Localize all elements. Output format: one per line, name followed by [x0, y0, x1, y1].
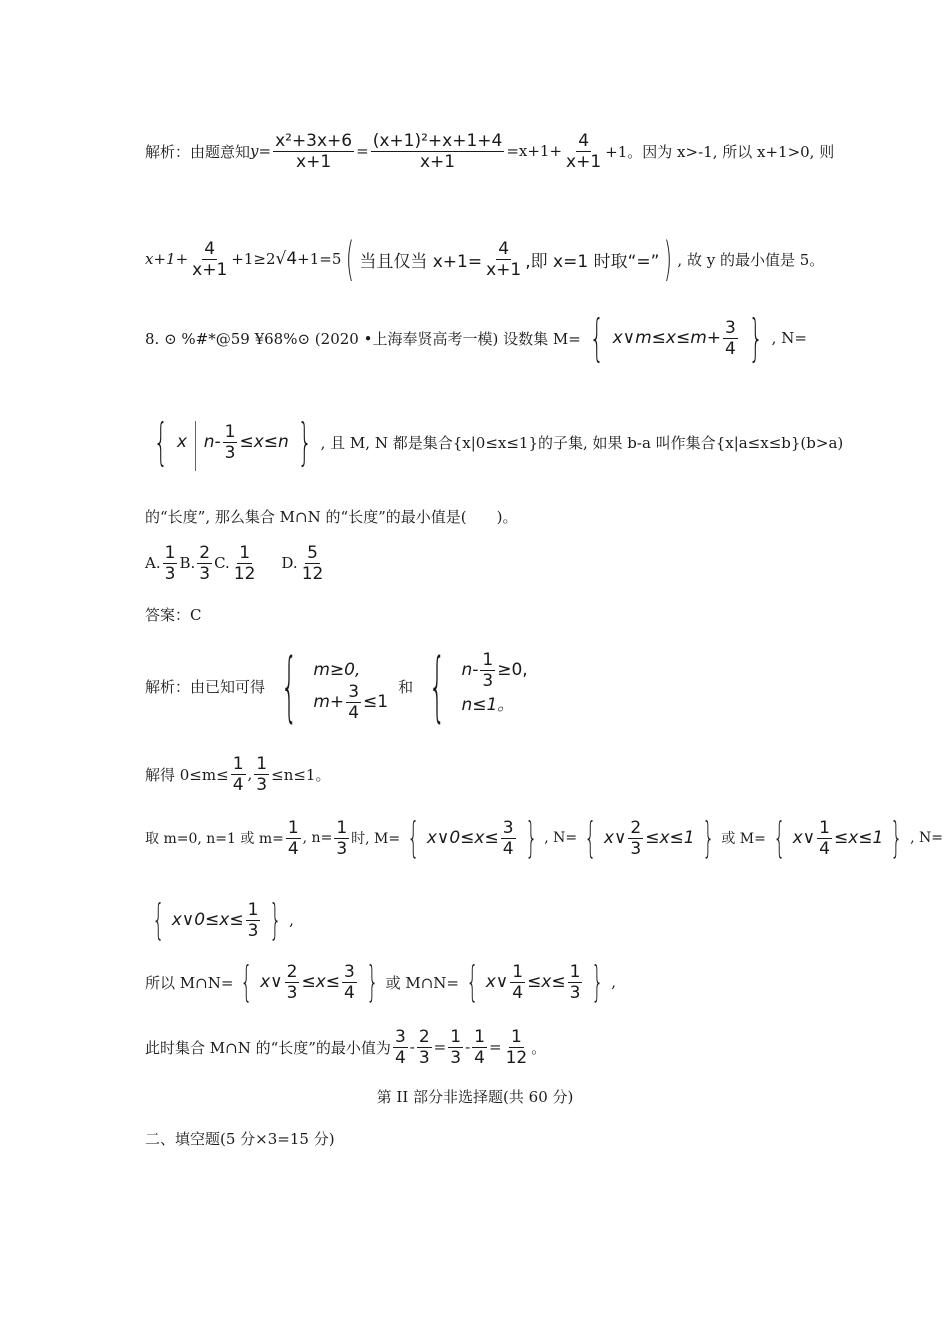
- left-brace: {: [466, 957, 479, 1006]
- right-brace: }: [366, 957, 379, 1006]
- set-expr: x∨: [260, 972, 283, 992]
- fraction: $\frac{4}{x+1}$: [192, 238, 228, 280]
- set-var: x: [176, 432, 187, 452]
- row: m+ $\frac{3}{4}$ ≤1: [313, 681, 389, 723]
- text: +1=5: [297, 250, 342, 268]
- right-brace: }: [701, 813, 715, 862]
- left-brace: {: [773, 813, 786, 862]
- text: 或 M=: [721, 831, 766, 847]
- left-brace: {: [589, 309, 604, 367]
- option-a-label: A.: [145, 554, 161, 572]
- solution-line-take: [145, 812, 943, 864]
- text: +1。因为 x>-1, 所以 x+1>0, 则: [605, 142, 835, 161]
- text: ,: [289, 911, 294, 929]
- left-paren: (: [346, 232, 355, 286]
- question-8-line-1: [145, 310, 807, 366]
- left-brace: {: [240, 957, 253, 1006]
- fraction: $\frac{1}{3}$: [247, 899, 259, 941]
- text: 的“长度”, 那么集合 M∩N 的“长度”的最小值是( )。: [145, 507, 518, 526]
- set-expr: n-: [203, 432, 221, 452]
- option-c-label: C.: [214, 554, 230, 572]
- fraction: $\frac{2}{3}$: [418, 1026, 430, 1068]
- text: 8. ⊙ %#*@59 ¥68%⊙ (2020 •上海奉贤高考一模) 设数集 M=: [145, 329, 581, 348]
- set-expr: x∨: [485, 972, 509, 992]
- set-expr: ≤x≤1: [645, 828, 695, 848]
- fraction: $\frac{3}{4}$: [725, 317, 736, 359]
- fraction: $\frac{4}{x+1}$: [566, 130, 602, 172]
- text: , 故 y 的最小值是 5。: [677, 250, 825, 269]
- radical: √4: [275, 249, 298, 269]
- question-8-line-2: [145, 414, 843, 470]
- fraction: $\frac{2}{3}$: [630, 817, 642, 859]
- text: 。: [531, 1038, 547, 1057]
- text: 解析：由已知可得: [145, 677, 266, 696]
- answer: 答案：C: [145, 605, 202, 624]
- set-expr: x∨0≤x≤: [171, 910, 244, 930]
- right-brace: }: [890, 813, 903, 862]
- text: ≤n≤1。: [271, 765, 331, 784]
- solution-line-length: [145, 1022, 546, 1072]
- left-brace: {: [152, 895, 165, 944]
- fraction: $\frac{1}{4}$: [819, 817, 830, 859]
- option-b-label: B.: [179, 554, 196, 572]
- fraction: $\frac{\text{x²+3x+6}}{x+1}$: [275, 130, 353, 172]
- text: , n=: [302, 830, 333, 846]
- fraction: $\frac{1}{3}$: [224, 421, 236, 463]
- fraction: $\frac{1}{4}$: [287, 817, 299, 859]
- option-a-value: $\frac{1}{3}$: [164, 542, 176, 584]
- fill-in-heading: 二、填空题(5 分×3=15 分): [145, 1129, 335, 1148]
- text: 和: [398, 677, 414, 696]
- text: x+1+: [145, 250, 189, 268]
- fraction: $\frac{2}{3}$: [286, 961, 298, 1003]
- text: 此时集合 M∩N 的“长度”的最小值为: [145, 1038, 391, 1057]
- fraction: $\frac{3}{4}$: [502, 817, 514, 859]
- left-brace: {: [280, 641, 298, 730]
- row: m≥0,: [313, 660, 361, 680]
- solution-system: [145, 641, 528, 730]
- text: , 且 M, N 都是集合{x|0≤x≤1}的子集, 如果 b-a 叫作集合{x|a≤x≤b}(b>a): [320, 433, 844, 452]
- fraction: $\frac{3}{4}$: [394, 1026, 406, 1068]
- set-expr: x∨m≤x≤m+: [612, 328, 722, 348]
- text: 时, M=: [351, 831, 401, 847]
- text: , N=: [771, 329, 807, 347]
- option-d-value: $\frac{5}{12}$: [301, 542, 324, 584]
- text: =: [356, 142, 369, 160]
- left-brace: {: [428, 641, 446, 730]
- text: , N=: [910, 830, 943, 846]
- fraction: $\frac{1}{12}$: [505, 1026, 528, 1068]
- solution-line-1: [145, 126, 834, 176]
- text: 取 m=0, n=1 或 m=: [145, 831, 284, 847]
- text: 解析：由题意知: [145, 142, 251, 161]
- fraction: $\frac{1}{3}$: [450, 1026, 462, 1068]
- option-b-value: $\frac{2}{3}$: [199, 542, 211, 584]
- option-c-value: $\frac{1}{12}$: [233, 542, 256, 584]
- solution-line-n-set: [145, 894, 294, 946]
- fraction: $\frac{4}{x+1}$: [486, 238, 522, 280]
- section-heading: 第 II 部分非选择题(共 60 分): [376, 1088, 574, 1106]
- solution-line-2: [145, 232, 824, 286]
- row: n≤1。: [461, 694, 515, 715]
- text: y=: [250, 142, 272, 160]
- right-brace: }: [748, 309, 763, 367]
- text: =: [488, 1038, 502, 1056]
- fraction: $\frac{\text{(x+1)²+x+1+4}}{x+1}$: [372, 130, 503, 172]
- option-d-label: D.: [281, 554, 298, 572]
- text: , N=: [544, 830, 578, 846]
- text: ,: [247, 765, 253, 783]
- fraction: $\frac{1}{3}$: [482, 649, 494, 691]
- set-expr: x∨: [792, 828, 816, 848]
- text: =: [433, 1038, 447, 1056]
- left-brace: {: [407, 813, 420, 862]
- fraction: $\frac{1}{3}$: [336, 817, 348, 859]
- fraction: $\frac{1}{3}$: [256, 753, 268, 795]
- system-1: [313, 654, 389, 723]
- fraction: $\frac{1}{4}$: [474, 1026, 485, 1068]
- answer-line: [145, 602, 201, 626]
- set-expr: ≤x≤: [527, 972, 566, 992]
- set-expr: x∨: [603, 828, 627, 848]
- fraction: $\frac{1}{4}$: [512, 961, 524, 1003]
- left-brace: {: [584, 813, 597, 862]
- system-2: [461, 649, 528, 718]
- right-brace: }: [269, 895, 282, 944]
- set-expr: ≤x≤1: [833, 828, 884, 848]
- solution-line-solve: [145, 750, 330, 798]
- set-expr: ≤x≤: [301, 972, 341, 992]
- row: n- $\frac{1}{3}$ ≥0,: [461, 649, 528, 691]
- right-brace: }: [297, 413, 312, 471]
- left-brace: {: [153, 413, 169, 471]
- solution-line-intersection: [145, 956, 616, 1008]
- set-expr: ≤x≤n: [239, 432, 289, 452]
- fraction: $\frac{1}{4}$: [232, 753, 244, 795]
- answer-options: [145, 540, 327, 586]
- text: -: [409, 1038, 415, 1056]
- text: +1≥2: [231, 250, 276, 268]
- fraction: $\frac{3}{4}$: [348, 681, 360, 723]
- text: 解得 0≤m≤: [145, 765, 229, 784]
- text: 当且仅当 x+1=: [359, 251, 483, 272]
- right-brace: }: [524, 813, 537, 862]
- fraction: $\frac{3}{4}$: [344, 961, 355, 1003]
- text: 或 M∩N=: [385, 973, 459, 992]
- text: ,: [611, 973, 616, 991]
- right-paren: ): [664, 232, 673, 286]
- text: ,即 x=1 时取“=”: [525, 251, 660, 272]
- text: 所以 M∩N=: [145, 973, 234, 992]
- right-brace: }: [591, 957, 604, 1006]
- question-8-line-3: [145, 504, 518, 528]
- text: -: [465, 1038, 471, 1056]
- bar: |: [192, 413, 198, 471]
- text: =x+1+: [506, 142, 563, 160]
- set-expr: x∨0≤x≤: [426, 828, 499, 848]
- fraction: $\frac{1}{3}$: [569, 961, 581, 1003]
